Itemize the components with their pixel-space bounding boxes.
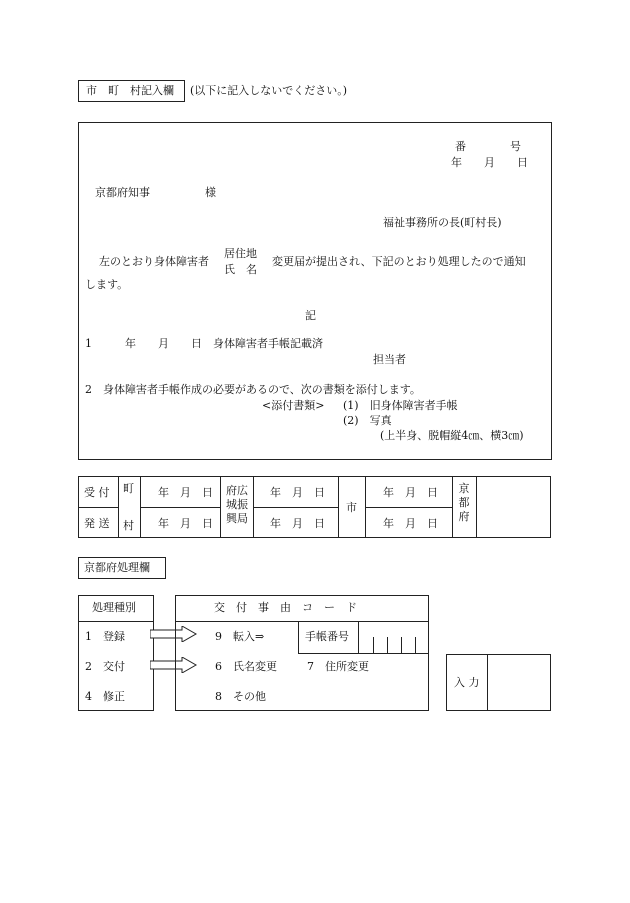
notebook-bottom-border <box>298 653 429 654</box>
notebook-label: 手帳番号 <box>305 630 349 643</box>
attach-header: <添付書類> <box>262 399 325 412</box>
notebook-left-border <box>298 621 299 653</box>
col-divider-3 <box>220 476 221 538</box>
number-label: 番 号 <box>455 140 521 153</box>
col-divider-1 <box>118 476 119 538</box>
body-line2: します。 <box>85 278 129 291</box>
attach-2: (2) 写真 <box>343 414 392 427</box>
town-bottom: 村 <box>123 519 134 532</box>
reason-header-divider <box>175 621 429 622</box>
reason-header: 交 付 事 由 コ ー ド <box>214 601 357 614</box>
row-divider-dates3 <box>365 507 452 508</box>
body-prefix: 左のとおり身体障害者 <box>99 255 209 268</box>
processing-header: 処理種別 <box>92 601 136 614</box>
ki-label: 記 <box>305 309 316 322</box>
item-1: 1 年 月 日 身体障害者手帳記載済 <box>85 337 323 350</box>
proc-item-register: 1 登録 <box>85 630 125 643</box>
item-2: 2 身体障害者手帳作成の必要があるので、次の書類を添付します。 <box>85 383 421 396</box>
attach-2-note: (上半身、脱帽縦4㎝、横3㎝) <box>380 429 524 442</box>
body-stack-bottom: 氏 名 <box>224 263 257 276</box>
sender: 福祉事務所の長(町村長) <box>383 216 502 229</box>
col-divider-7 <box>452 476 453 538</box>
reason-transfer: 9 転入⇒ <box>215 630 265 643</box>
row-divider-left <box>78 507 118 508</box>
row-divider-dates1 <box>140 507 220 508</box>
date-cell-office-receipt: 年 月 日 <box>270 486 325 499</box>
notebook-divider <box>358 621 359 653</box>
row-divider-dates2 <box>253 507 338 508</box>
notebook-digit-tick <box>387 637 388 653</box>
date-cell-office-dispatch: 年 月 日 <box>270 517 325 530</box>
col-divider-8 <box>476 476 477 538</box>
addressee: 京都府知事 様 <box>95 186 216 199</box>
pref-label: 京都府 <box>458 482 470 523</box>
notebook-digit-tick <box>415 637 416 653</box>
instruction-note: (以下に記入しないでください。) <box>190 84 348 97</box>
town-top: 町 <box>123 482 134 495</box>
proc-item-issue: 2 交付 <box>85 660 125 673</box>
body-suffix: 変更届が提出され、下記のとおり処理したので通知 <box>272 255 526 268</box>
row-label-dispatch: 発 送 <box>84 517 110 530</box>
col-divider-2 <box>140 476 141 538</box>
proc-item-modify: 4 修正 <box>85 690 125 703</box>
attach-1: (1) 旧身体障害者手帳 <box>343 399 458 412</box>
input-divider <box>487 654 488 711</box>
date-cell-city-receipt: 年 月 日 <box>383 486 438 499</box>
col-divider-5 <box>338 476 339 538</box>
row-label-receipt: 受 付 <box>84 486 110 499</box>
processing-header-divider <box>78 621 154 622</box>
reason-name-change: 6 氏名変更 <box>215 660 277 673</box>
body-stack-top: 居住地 <box>224 247 257 260</box>
col-divider-4 <box>253 476 254 538</box>
date-cell-town-receipt: 年 月 日 <box>158 486 213 499</box>
date-cell-town-dispatch: 年 月 日 <box>158 517 213 530</box>
city-label: 市 <box>346 501 357 514</box>
person-in-charge: 担当者 <box>373 353 406 366</box>
pref-section-label: 京都府処理欄 <box>84 561 150 574</box>
date-cell-city-dispatch: 年 月 日 <box>383 517 438 530</box>
notebook-digit-tick <box>373 637 374 653</box>
date-label: 年 月 日 <box>451 156 528 169</box>
section-label: 市 町 村記入欄 <box>86 84 174 97</box>
input-label: 入 力 <box>454 676 480 689</box>
reason-other: 8 その他 <box>215 690 266 703</box>
col-divider-6 <box>365 476 366 538</box>
notebook-digit-tick <box>401 637 402 653</box>
office-label: 府広城振興局 <box>226 484 248 525</box>
reason-address-change: 7 住所変更 <box>307 660 369 673</box>
